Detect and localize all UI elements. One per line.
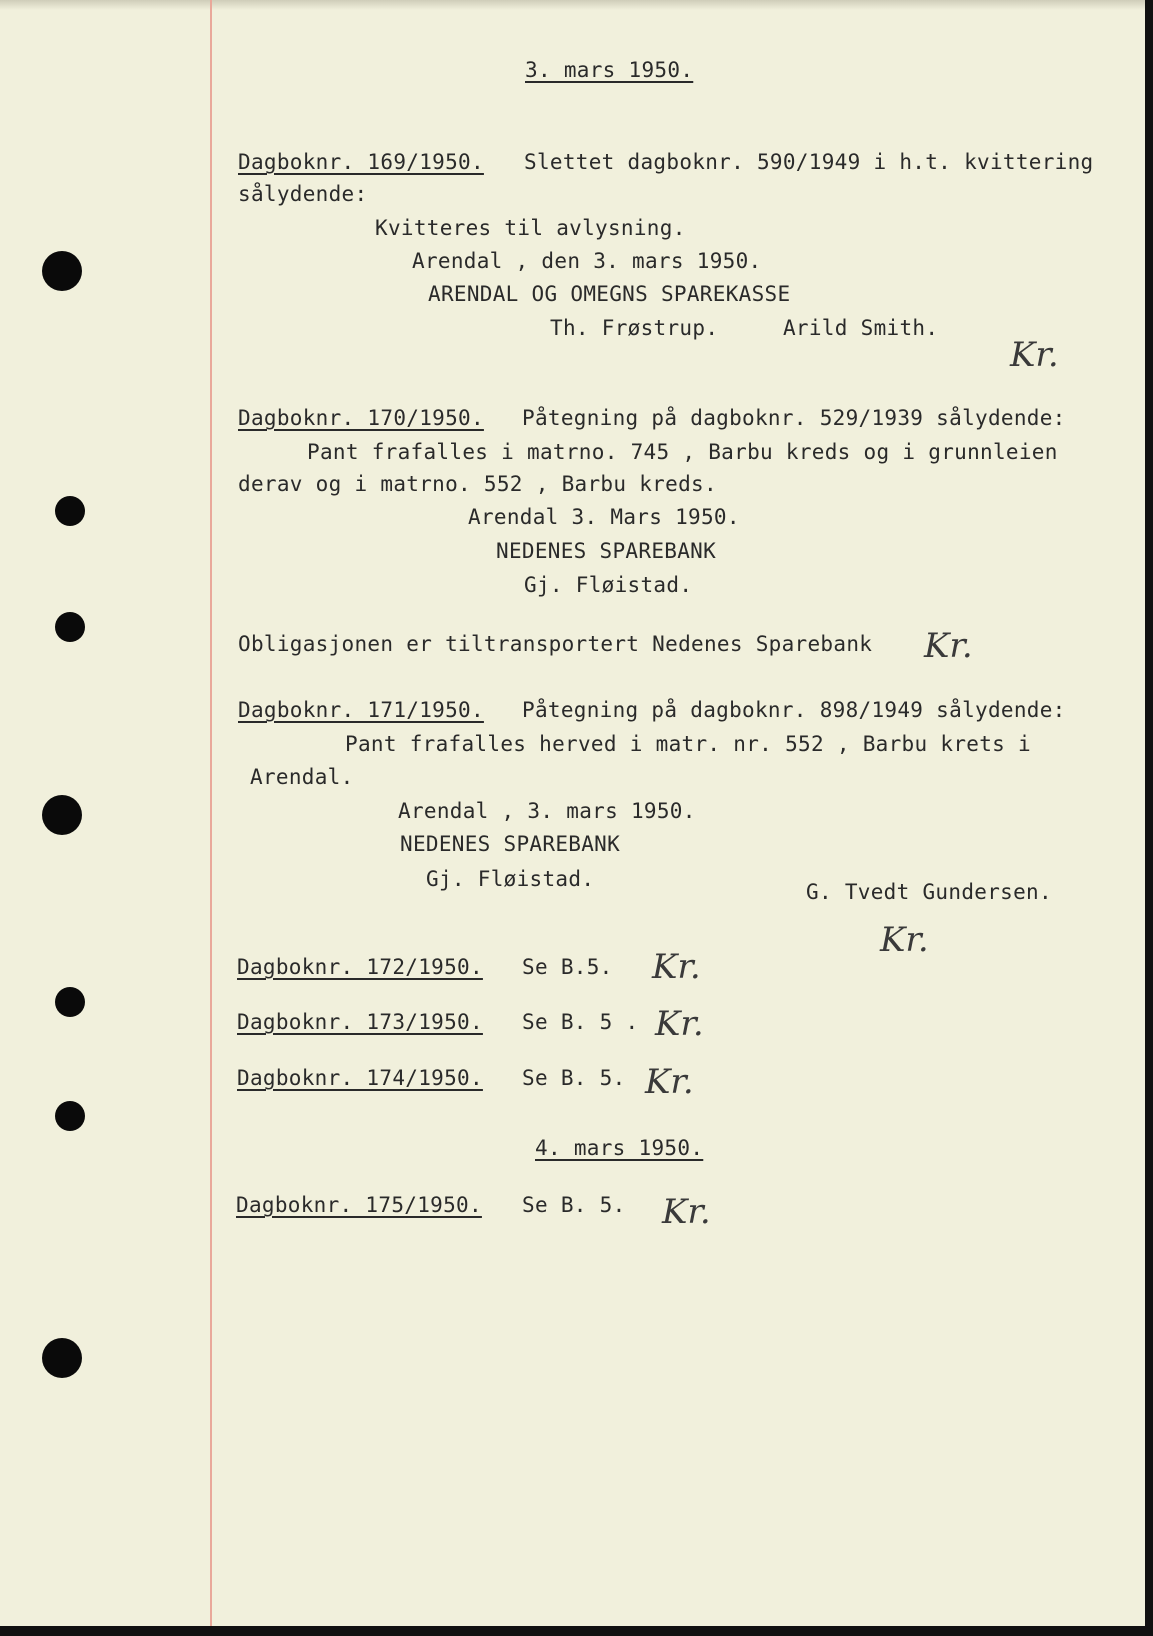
punch-hole: [55, 987, 85, 1017]
entry-signers: Th. Frøstrup. Arild Smith.: [550, 316, 939, 340]
entry-organization: NEDENES SPAREBANK: [400, 832, 621, 856]
entry-text: Arendal.: [250, 765, 354, 789]
entry-text: Kvitteres til avlysning.: [375, 216, 686, 240]
date-heading: 4. mars 1950.: [535, 1136, 704, 1160]
entry-number: Dagboknr. 172/1950.: [237, 955, 483, 979]
entry-note: Obligasjonen er tiltransportert Nedenes Sparebank: [238, 632, 873, 656]
entry-reference: Se B. 5.: [522, 1066, 626, 1090]
entry-text: sålydende:: [238, 182, 368, 206]
entry-number: Dagboknr. 173/1950.: [237, 1010, 483, 1034]
entry-number: Dagboknr. 170/1950.: [238, 406, 484, 430]
punch-hole: [55, 612, 85, 642]
entry-number: Dagboknr. 174/1950.: [237, 1066, 483, 1090]
entry-signers: Gj. Fløistad.: [426, 867, 595, 891]
initials-signature: Kr.: [880, 920, 929, 960]
entry-number: Dagboknr. 171/1950.: [238, 698, 484, 722]
entry-place-date: Arendal , 3. mars 1950.: [398, 799, 696, 823]
date-heading: 3. mars 1950.: [525, 58, 694, 82]
punch-hole: [42, 1338, 82, 1378]
entry-number: Dagboknr. 175/1950.: [236, 1193, 482, 1217]
entry-text: Slettet dagboknr. 590/1949 i h.t. kvittering: [524, 150, 1094, 174]
entry-text: derav og i matrno. 552 , Barbu kreds.: [238, 472, 717, 496]
entry-text: Pant frafalles i matrno. 745 , Barbu kreds og i grunnleien: [307, 440, 1058, 464]
scan-edge-bottom: [0, 1626, 1153, 1636]
entry-organization: NEDENES SPAREBANK: [496, 539, 717, 563]
entry-organization: ARENDAL OG OMEGNS SPAREKASSE: [428, 282, 791, 306]
initials-signature: Kr.: [662, 1192, 711, 1232]
entry-reference: Se B. 5 .: [522, 1010, 639, 1034]
initials-signature: Kr.: [924, 626, 973, 666]
punch-hole: [42, 251, 82, 291]
initials-signature: Kr.: [645, 1062, 694, 1102]
initials-signature: Kr.: [1010, 335, 1059, 375]
page-shadow: [0, 0, 1153, 10]
entry-reference: Se B.5.: [522, 955, 613, 979]
entry-signers: Gj. Fløistad.: [524, 573, 693, 597]
entry-place-date: Arendal , den 3. mars 1950.: [412, 249, 762, 273]
entry-text: Påtegning på dagboknr. 898/1949 sålydende:: [522, 698, 1066, 722]
entry-number: Dagboknr. 169/1950.: [238, 150, 484, 174]
scan-edge-right: [1145, 0, 1153, 1636]
entry-text: Pant frafalles herved i matr. nr. 552 , Barbu krets i: [345, 732, 1031, 756]
entry-reference: Se B. 5.: [522, 1193, 626, 1217]
initials-signature: Kr.: [652, 947, 701, 987]
entry-signer-2: G. Tvedt Gundersen.: [806, 880, 1052, 904]
punch-hole: [42, 795, 82, 835]
margin-line: [210, 0, 212, 1636]
entry-place-date: Arendal 3. Mars 1950.: [468, 505, 740, 529]
punch-hole: [55, 1101, 85, 1131]
entry-text: Påtegning på dagboknr. 529/1939 sålydende:: [522, 406, 1066, 430]
initials-signature: Kr.: [655, 1004, 704, 1044]
punch-hole: [55, 496, 85, 526]
